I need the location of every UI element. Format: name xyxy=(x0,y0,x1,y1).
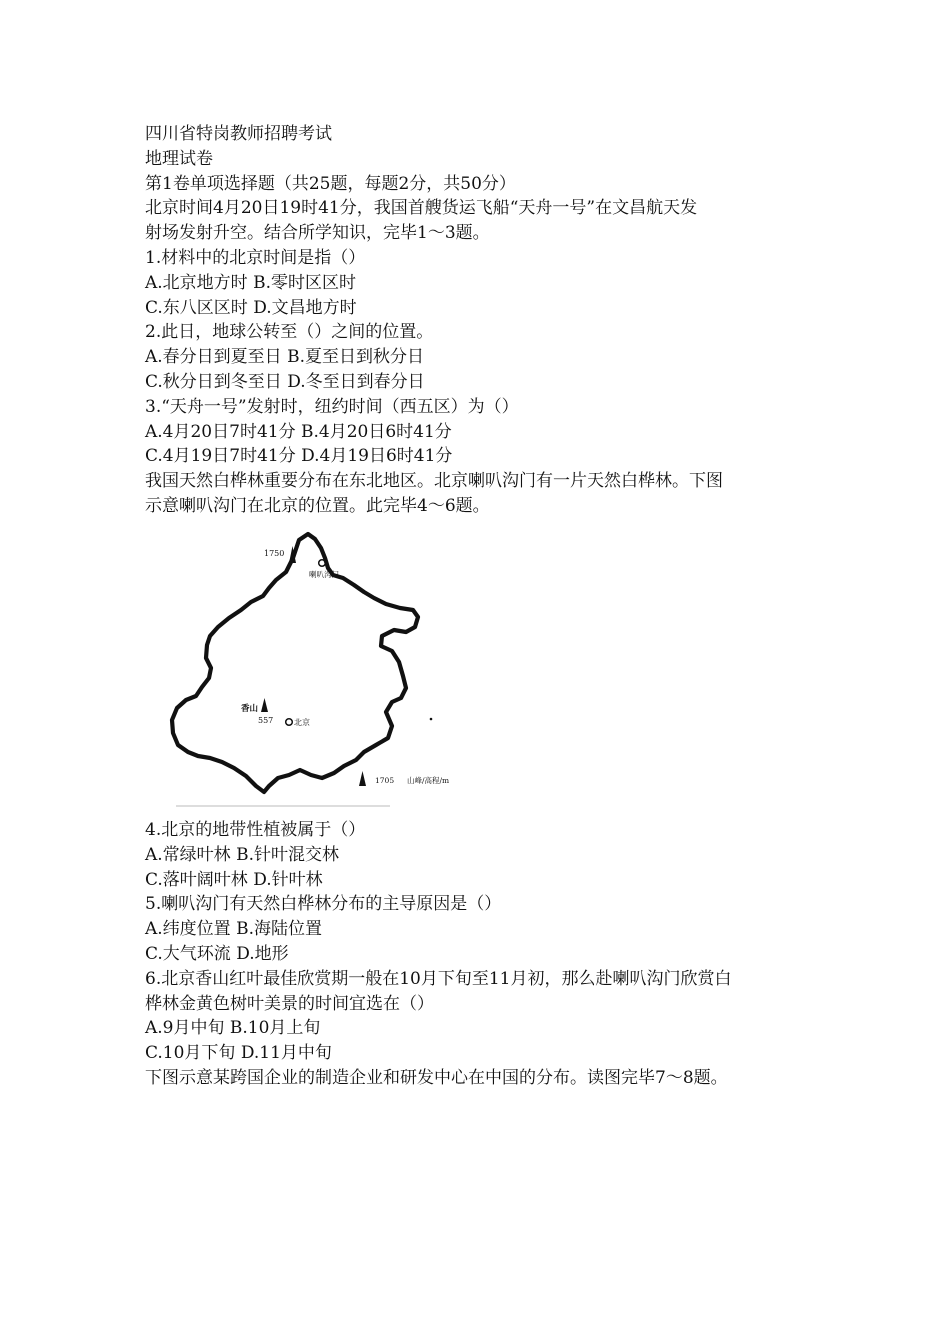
passage-3: 下图示意某跨国企业的制造企业和研发中心在中国的分布。读图完毕7～8题。 xyxy=(145,1067,728,1088)
beijing-map xyxy=(168,530,458,812)
q5-options-1: A.纬度位置 B.海陆位置 xyxy=(145,919,322,940)
q6-stem-line-1: 6.北京香山红叶最佳欣赏期一般在10月下旬至11月初，那么赴喇叭沟门欣赏白 xyxy=(145,968,732,989)
lower-text xyxy=(145,818,825,1091)
beijing-city-label: 北京 xyxy=(294,718,310,727)
q2-options-2: C.秋分日到冬至日 D.冬至日到春分日 xyxy=(145,371,425,392)
q4-options-2: C.落叶阔叶林 D.针叶林 xyxy=(145,869,323,890)
upper-text xyxy=(145,122,825,519)
q5-stem: 5.喇叭沟门有天然白桦林分布的主导原因是（） xyxy=(145,894,502,915)
doc-subtitle: 地理试卷 xyxy=(145,148,213,169)
section-heading: 第1卷单项选择题（共25题，每题2分，共50分） xyxy=(145,173,516,194)
passage-2-line-1: 我国天然白桦林重要分布在东北地区。北京喇叭沟门有一片天然白桦林。下图 xyxy=(145,471,723,492)
q6-options-1: A.9月中旬 B.10月上旬 xyxy=(145,1018,321,1039)
doc-title: 四川省特岗教师招聘考试 xyxy=(145,124,332,144)
q6-options-2: C.10月下旬 D.11月中旬 xyxy=(145,1043,332,1064)
q3-options-1: A.4月20日7时41分 B.4月20日6时41分 xyxy=(145,421,452,442)
legend-text: 山峰/高程/m xyxy=(407,776,450,785)
beijing-city-marker xyxy=(286,719,293,726)
q1-options-1: A.北京地方时 B.零时区区时 xyxy=(145,272,356,293)
q1-stem: 1.材料中的北京时间是指（） xyxy=(145,247,366,268)
beijing-boundary xyxy=(172,534,418,792)
xiangshan-elevation: 557 xyxy=(258,716,274,725)
passage-1-line-2: 射场发射升空。结合所学知识，完毕1～3题。 xyxy=(145,223,490,244)
q3-stem: 3.“天舟一号”发射时，纽约时间（西五区）为（） xyxy=(145,396,519,417)
q2-options-1: A.春分日到夏至日 B.夏至日到秋分日 xyxy=(145,347,424,368)
q3-options-2: C.4月19日7时41分 D.4月19日6时41分 xyxy=(145,446,453,467)
map-dot xyxy=(430,718,433,721)
q1-options-2: C.东八区区时 D.文昌地方时 xyxy=(145,297,357,318)
peak-north-elevation: 1750 xyxy=(264,549,285,558)
passage-1-line-1: 北京时间4月20日19时41分，我国首艘货运飞船“天舟一号”在文昌航天发 xyxy=(145,198,698,219)
xiangshan-peak-icon xyxy=(261,698,268,712)
passage-2-line-2: 示意喇叭沟门在北京的位置。此完毕4～6题。 xyxy=(145,495,490,516)
q5-options-2: C.大气环流 D.地形 xyxy=(145,943,289,964)
q6-stem-line-2: 桦林金黄色树叶美景的时间宜选在（） xyxy=(145,993,434,1014)
q4-stem: 4.北京的地带性植被属于（） xyxy=(145,820,366,840)
legend-peak-icon xyxy=(359,771,366,786)
labagoumen-label: 喇叭沟门 xyxy=(309,570,339,579)
xiangshan-label: 香山 xyxy=(241,704,259,714)
q2-stem: 2.此日，地球公转至（）之间的位置。 xyxy=(145,322,434,343)
legend-elevation-sample: 1705 xyxy=(375,776,395,785)
q4-options-1: A.常绿叶林 B.针叶混交林 xyxy=(145,844,339,865)
